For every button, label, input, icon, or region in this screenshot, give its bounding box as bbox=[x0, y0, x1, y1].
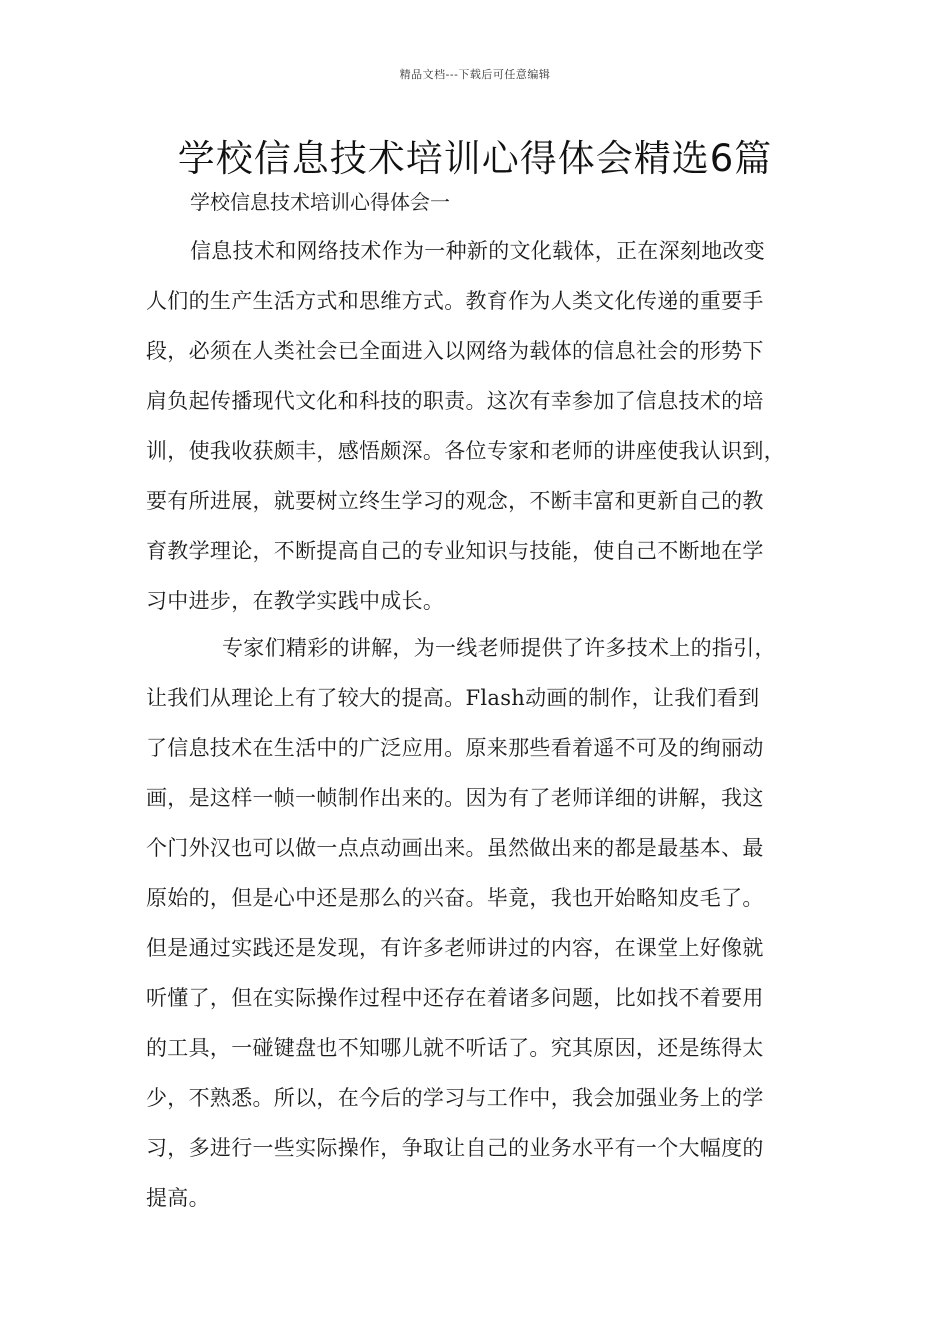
paragraph-line: 让我们从理论上有了较大的提高。Flash动画的制作，让我们看到 bbox=[146, 686, 760, 710]
paragraph-line: 原始的，但是心中还是那么的兴奋。毕竟，我也开始略知皮毛了。 bbox=[146, 886, 764, 910]
paragraph-line: 的工具，一碰键盘也不知哪儿就不听话了。究其原因，还是练得太 bbox=[146, 1036, 764, 1060]
paragraph-line: 习中进步，在教学实践中成长。 bbox=[146, 589, 445, 613]
paragraph-line: 育教学理论，不断提高自己的专业知识与技能，使自己不断地在学 bbox=[146, 539, 764, 563]
section-heading: 学校信息技术培训心得体会一 bbox=[190, 190, 450, 214]
paragraph-line: 段，必须在人类社会已全面进入以网络为载体的信息社会的形势下 bbox=[146, 339, 764, 363]
paragraph-line: 少，不熟悉。所以，在今后的学习与工作中，我会加强业务上的学 bbox=[146, 1086, 764, 1110]
paragraph-line: 训，使我收获颇丰，感悟颇深。各位专家和老师的讲座使我认识到， bbox=[146, 439, 785, 463]
paragraph-line: 习，多进行一些实际操作，争取让自己的业务水平有一个大幅度的 bbox=[146, 1136, 764, 1160]
paragraph-line: 个门外汉也可以做一点点动画出来。虽然做出来的都是最基本、最 bbox=[146, 836, 764, 860]
paragraph-line: 专家们精彩的讲解，为一线老师提供了许多技术上的指引， bbox=[222, 636, 776, 660]
paragraph-line: 人们的生产生活方式和思维方式。教育作为人类文化传递的重要手 bbox=[146, 289, 764, 313]
paragraph-line: 画，是这样一帧一帧制作出来的。因为有了老师详细的讲解，我这 bbox=[146, 786, 764, 810]
paragraph-line: 要有所进展，就要树立终生学习的观念，不断丰富和更新自己的教 bbox=[146, 489, 764, 513]
paragraph-line: 提高。 bbox=[146, 1186, 210, 1210]
page-header-note: 精品文档---下载后可任意编辑 bbox=[399, 68, 551, 81]
paragraph-line: 但是通过实践还是发现，有许多老师讲过的内容，在课堂上好像就 bbox=[146, 936, 764, 960]
paragraph-line: 听懂了，但在实际操作过程中还存在着诸多问题，比如找不着要用 bbox=[146, 986, 764, 1010]
document-title: 学校信息技术培训心得体会精选6篇 bbox=[177, 137, 773, 180]
paragraph-line: 肩负起传播现代文化和科技的职责。这次有幸参加了信息技术的培 bbox=[146, 389, 764, 413]
paragraph-1 bbox=[146, 226, 826, 626]
paragraph-2 bbox=[146, 623, 826, 1223]
paragraph-line: 了信息技术在生活中的广泛应用。原来那些看着遥不可及的绚丽动 bbox=[146, 736, 764, 760]
paragraph-line: 信息技术和网络技术作为一种新的文化载体，正在深刻地改变 bbox=[190, 239, 766, 263]
